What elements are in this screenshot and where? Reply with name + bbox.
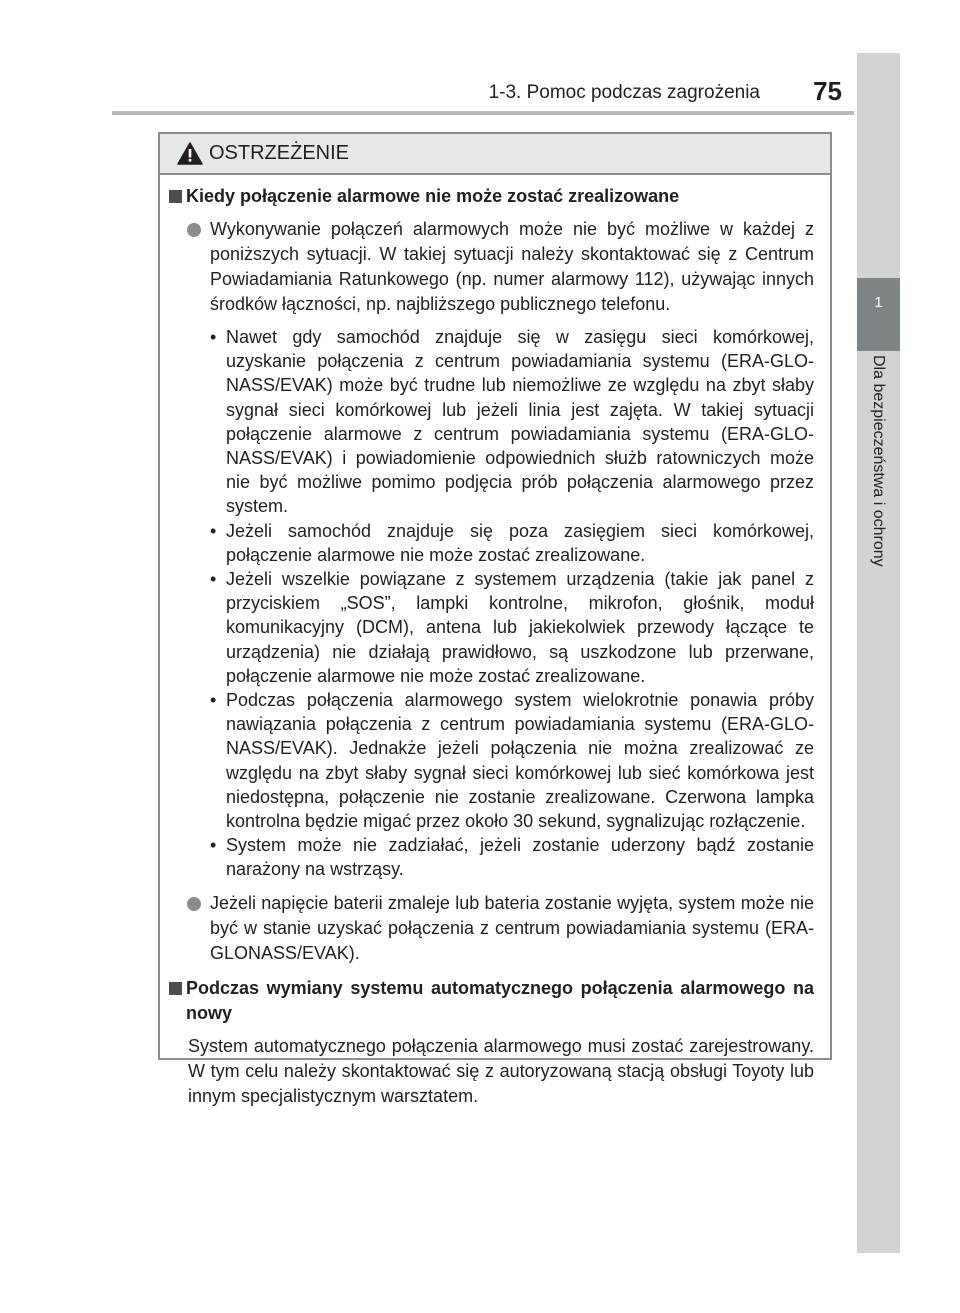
sub-list-item-text: Nawet gdy samochód znajduje się w zasięgu sieci komórkowej, uzyskanie połączenia z centrum powiadamiania systemu (ERA-GLO-NASS/EVAK) może być trudne lub niemożliwe ze względu na zbyt słaby sygnał sieci komórkowej lub jeżeli linia jest zajęta. W takiej sytuacji połączenie alarmowe z centrum powiadamiania systemu (ERA-GLO-NASS/EVAK) i powiadomienie odpowiednich służb ratowniczych może nie być możliwe pomimo podjęcia prób połączenia alarmowego przez system.	[226, 327, 814, 517]
section-title: 1-3. Pomoc podczas zagrożenia	[488, 82, 760, 103]
warning-title: OSTRZEŻENIE	[209, 142, 350, 164]
sub-list-item-text: Jeżeli wszelkie powiązane z systemem urządzenia (takie jak panel z przyciskiem „SOS”, lampki kontrolne, mikrofon, głośnik, moduł komunikacyjny (DCM), antena lub jakiekolwiek przewody łączące te urządzenia) nie działają prawidłowo, są uszkodzone lub przerwane, połączenie alarmowe nie może zostać zrealizowane.	[226, 569, 814, 686]
sub-list-item	[160, 519, 830, 567]
chapter-label: Dla bezpieczeństwa i ochrony	[870, 355, 887, 567]
sub-list-item	[160, 325, 830, 519]
square-bullet-icon	[169, 190, 182, 203]
chapter-number: 1	[874, 294, 883, 311]
sub-list-item	[160, 688, 830, 833]
page-number: 75	[813, 76, 842, 106]
chapter-tab	[857, 278, 900, 351]
list-item	[160, 891, 830, 966]
list-item	[160, 217, 830, 317]
circle-bullet-icon	[187, 897, 201, 911]
dot-bullet-icon: •	[210, 327, 217, 347]
warning-header	[160, 134, 830, 175]
sub-list-item-text: Podczas połączenia alarmowego system wielokrotnie ponawia próby nawiązania połączenia z centrum powiadamiania systemu (ERA-GLO-NASS/EVAK). Jednakże jeżeli połączenia nie można zrealizować ze względu na zbyt słaby sygnał sieci komórkowej lub sieć komórkowa jest niedostępna, połączenie nie zostanie zrealizowane. Czerwona lampka kontrolna będzie migać przez około 30 sekund, sygnalizując rozłączenie.	[226, 690, 814, 832]
circle-bullet-icon	[187, 223, 201, 237]
dot-bullet-icon: •	[210, 690, 217, 711]
section-heading	[160, 976, 830, 1026]
paragraph: System automatycznego połączenia alarmowego musi zostać zarejestrowany. W tym celu należy skontaktować się z autoryzowaną stacją obsługi Toyoty lub innym specjalistycznym warsztatem.	[188, 1035, 814, 1106]
dot-bullet-icon: •	[210, 520, 217, 541]
sub-list-item	[160, 833, 830, 881]
header-rule	[112, 111, 854, 115]
section-heading-text: Kiedy połączenie alarmowe nie może zostać zrealizowane	[186, 186, 680, 206]
warning-content	[160, 175, 830, 1109]
side-tab	[857, 53, 900, 1253]
section-heading-text: Podczas wymiany systemu automatycznego połączenia alarmowego na nowy	[186, 977, 814, 1023]
warning-box	[158, 132, 832, 1106]
warning-triangle-icon	[177, 142, 203, 165]
list-item-text: Jeżeli napięcie baterii zmaleje lub bateria zostanie wyjęta, system może nie być w stanie uzyskać połączenia z centrum powiadamiania systemu (ERA-GLONASS/EVAK).	[210, 892, 814, 963]
sub-list-item	[160, 567, 830, 688]
dot-bullet-icon: •	[210, 569, 217, 590]
section-heading	[160, 184, 830, 209]
sub-list-item-text: System może nie zadziałać, jeżeli zostanie uderzony bądź zostanie narażony na wstrząsy.	[226, 835, 814, 880]
sub-list-item-text: Jeżeli samochód znajduje się poza zasięgiem sieci komórkowej, połączenie alarmowe nie może zostać zrealizowane.	[226, 520, 814, 565]
square-bullet-icon	[169, 982, 182, 995]
dot-bullet-icon: •	[210, 835, 217, 856]
list-item-text: Wykonywanie połączeń alarmowych może nie być możliwe w każdej z poniższych sytuacji. W takiej sytuacji należy skontaktować się z Centrum Powiadamiania Ratunkowego (np. numer alarmowy 112), używając innych środków łączności, np. najbliższego publicznego telefonu.	[210, 219, 814, 314]
